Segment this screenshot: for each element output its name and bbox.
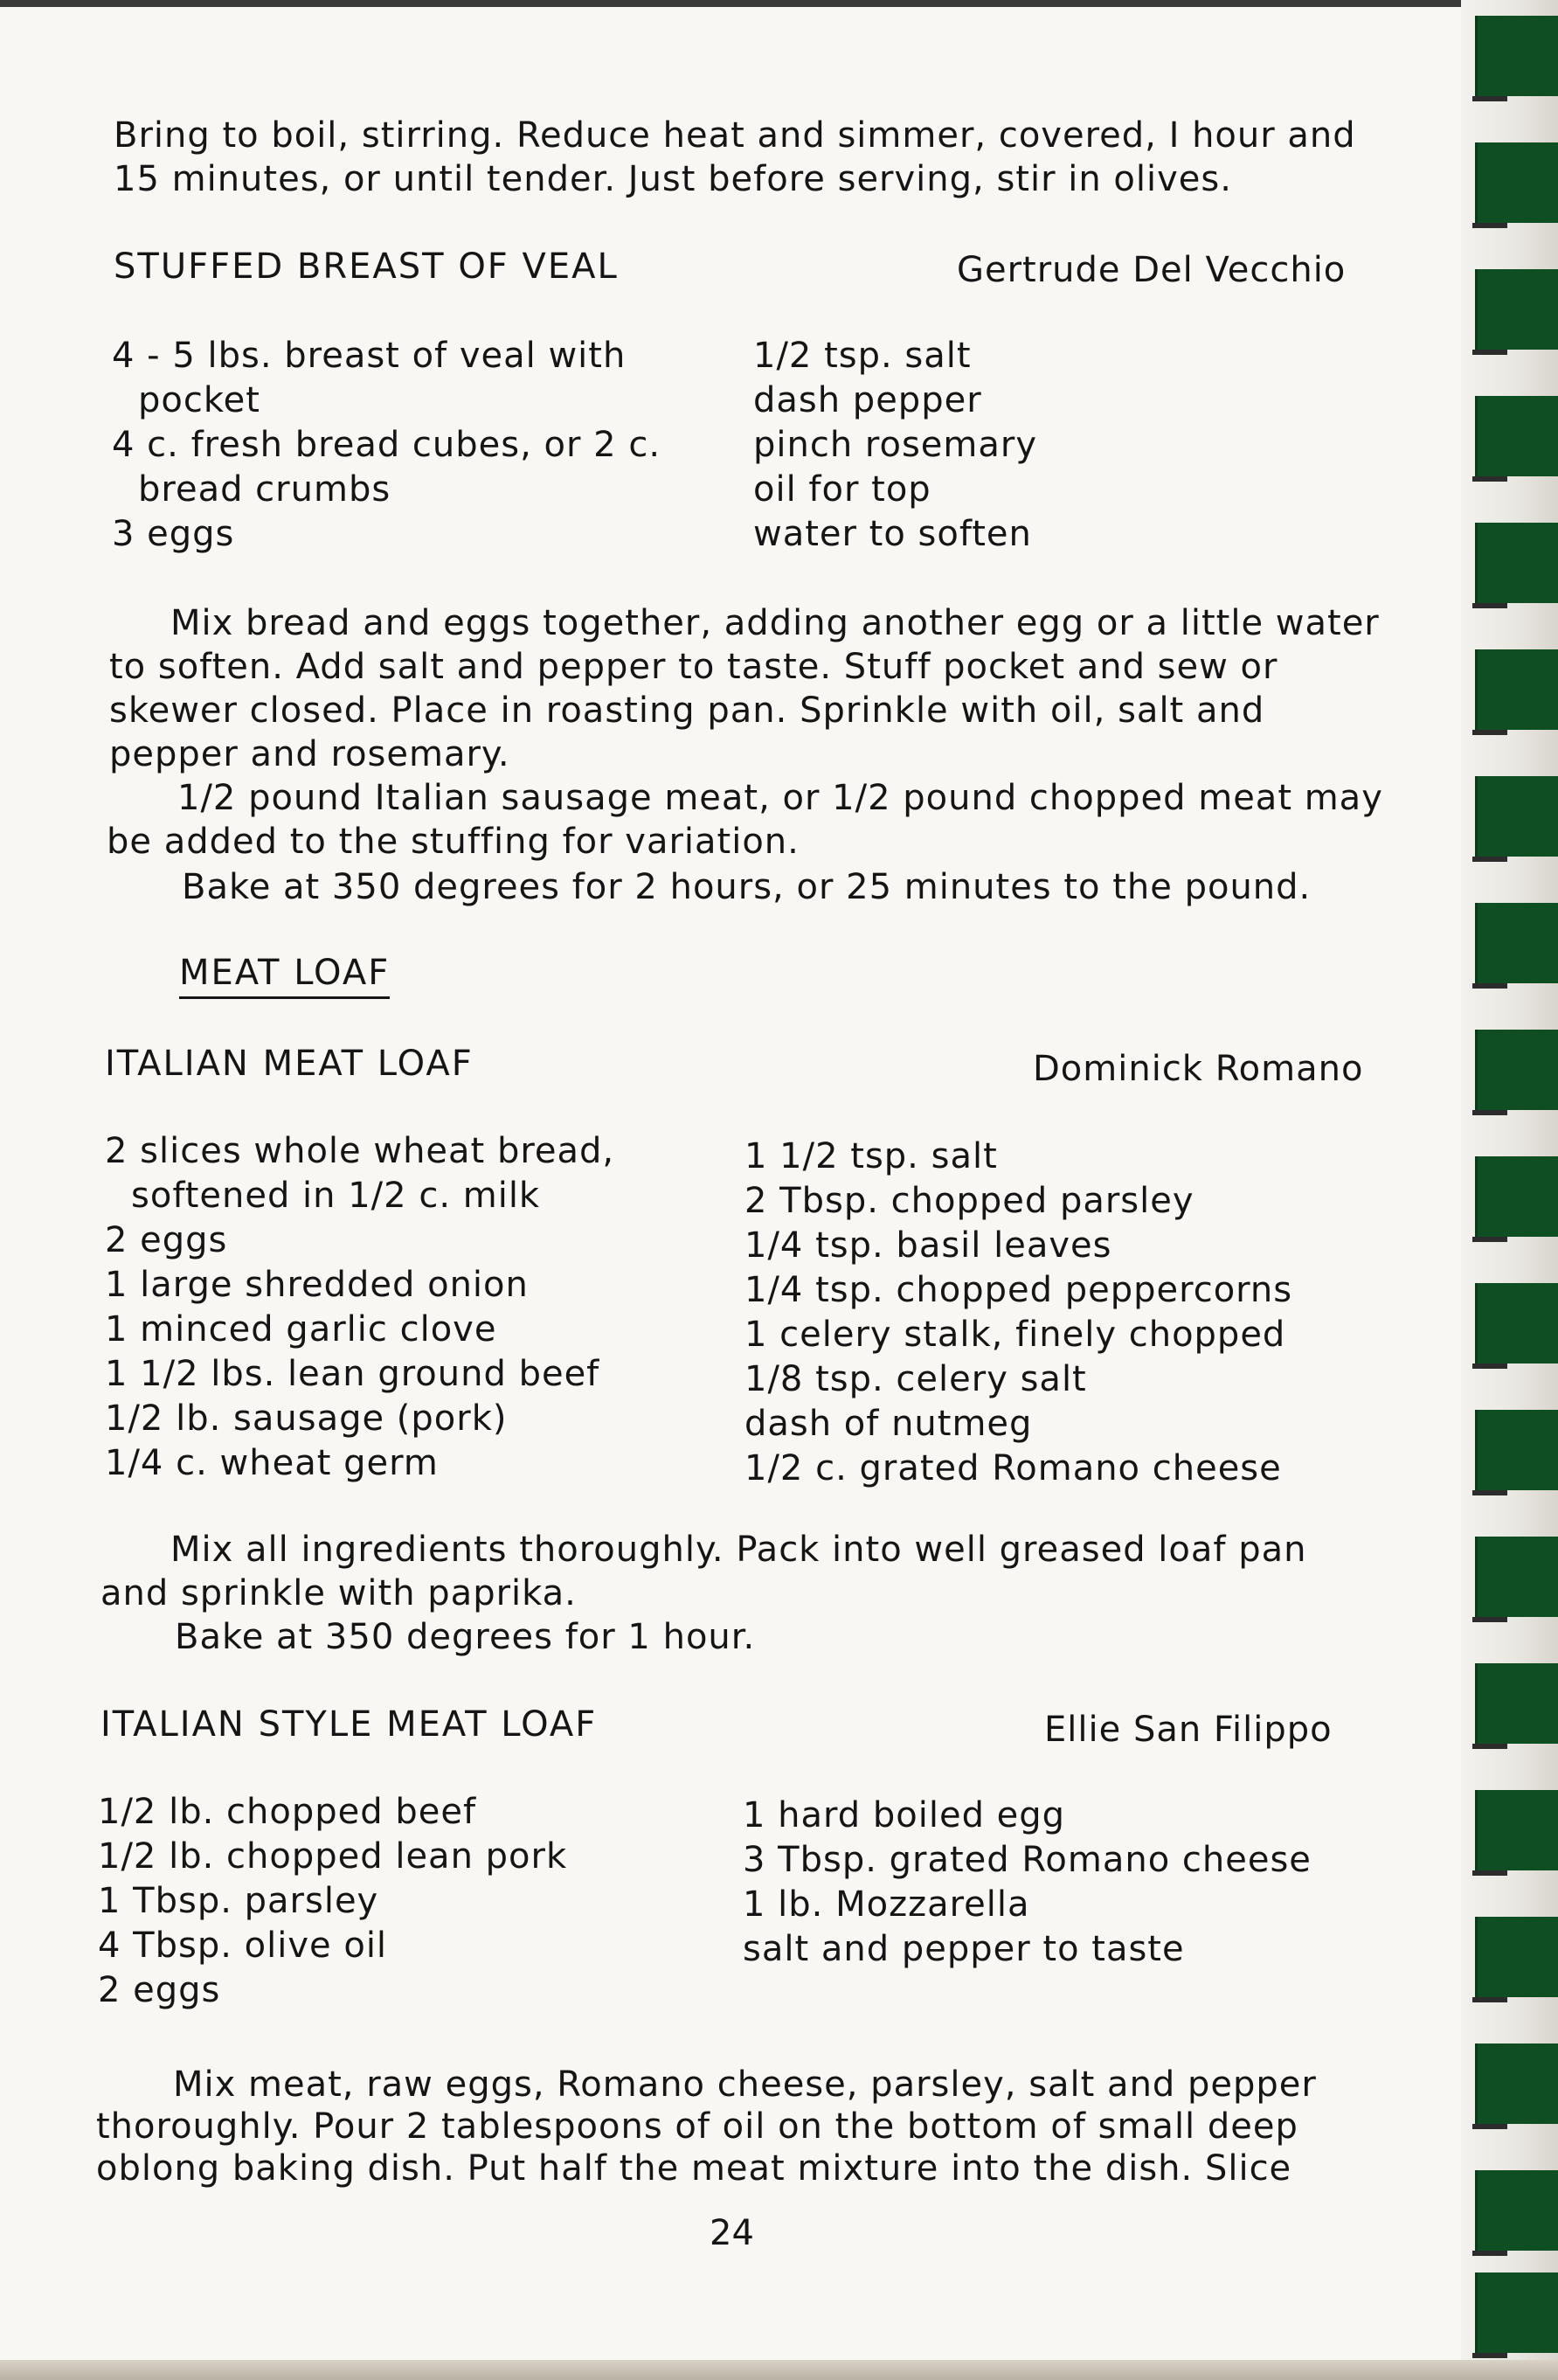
binding-tab (1475, 2170, 1558, 2251)
instruction-line: Bake at 350 degrees for 2 hours, or 25 minutes to the pound. (182, 867, 1312, 907)
ingredient: 2 Tbsp. chopped parsley (744, 1181, 1194, 1221)
ingredient: 1/8 tsp. celery salt (744, 1359, 1087, 1399)
ingredient: 3 eggs (112, 514, 235, 554)
ingredient: dash pepper (753, 380, 982, 420)
ingredient: 1/2 c. grated Romano cheese (744, 1448, 1282, 1488)
instruction-line: be added to the stuffing for variation. (107, 822, 800, 862)
binding-tab (1475, 1410, 1558, 1490)
instruction-line: Mix meat, raw eggs, Romano cheese, parsley, salt and pepper (173, 2064, 1317, 2105)
ingredient: pocket (138, 380, 260, 420)
ingredient: softened in 1/2 c. milk (131, 1176, 541, 1216)
binding-tab (1475, 523, 1558, 603)
ingredient: 4 Tbsp. olive oil (98, 1926, 388, 1966)
ingredient: 3 Tbsp. grated Romano cheese (743, 1840, 1312, 1880)
binding-tab (1475, 776, 1558, 857)
page-number: 24 (710, 2213, 754, 2253)
page-bottom-edge (0, 2360, 1558, 2380)
ingredient: 1/4 c. wheat germ (105, 1443, 439, 1483)
ingredient: 1/2 lb. sausage (pork) (105, 1398, 508, 1439)
ingredient: 1 1/2 lbs. lean ground beef (105, 1354, 600, 1394)
instruction-line: oblong baking dish. Put half the meat mixture into the dish. Slice (96, 2148, 1292, 2189)
ingredient: 1 minced garlic clove (105, 1309, 497, 1350)
ingredient: 2 eggs (98, 1970, 221, 2010)
section-heading: MEAT LOAF (179, 951, 390, 999)
recipe-title: ITALIAN MEAT LOAF (105, 1044, 474, 1084)
recipe-title: STUFFED BREAST OF VEAL (114, 246, 619, 287)
ingredient: 1/2 lb. chopped lean pork (98, 1836, 568, 1877)
instruction-line: thoroughly. Pour 2 tablespoons of oil on the bottom of small deep (96, 2106, 1298, 2147)
recipe-author: Gertrude Del Vecchio (957, 250, 1347, 290)
ingredient: 1 hard boiled egg (743, 1795, 1066, 1835)
ingredient-list-left (112, 334, 661, 557)
ingredient: 2 slices whole wheat bread, (105, 1131, 615, 1171)
intro-line: Bring to boil, stirring. Reduce heat and simmer, covered, I hour and (114, 115, 1356, 156)
page-top-edge (0, 0, 1558, 7)
ingredient: 4 - 5 lbs. breast of veal with (112, 336, 627, 376)
ingredient: dash of nutmeg (744, 1404, 1033, 1444)
instruction-line: Bake at 350 degrees for 1 hour. (175, 1617, 756, 1657)
ingredient: bread crumbs (138, 469, 391, 510)
ingredient: 4 c. fresh bread cubes, or 2 c. (112, 425, 661, 465)
recipe-title: ITALIAN STYLE MEAT LOAF (100, 1704, 598, 1745)
ingredient: 1/4 tsp. basil leaves (744, 1225, 1112, 1266)
binding-tab (1475, 1663, 1558, 1744)
ingredient: 1 Tbsp. parsley (98, 1881, 379, 1921)
binding-tab (1475, 1917, 1558, 1997)
binding-tab (1475, 1283, 1558, 1363)
ingredient: 1/2 tsp. salt (753, 336, 972, 376)
ingredient-list-left (98, 1790, 567, 2013)
instruction-line: skewer closed. Place in roasting pan. Sprinkle with oil, salt and (109, 690, 1265, 731)
ingredient: pinch rosemary (753, 425, 1037, 465)
binding-tab (1475, 269, 1558, 350)
instruction-line: Mix bread and eggs together, adding another egg or a little water (170, 603, 1380, 643)
instruction-line: to soften. Add salt and pepper to taste. Stuff pocket and sew or (109, 647, 1278, 687)
binding-tab (1475, 2272, 1558, 2353)
instruction-line: 1/2 pound Italian sausage meat, or 1/2 pound chopped meat may (177, 778, 1383, 818)
binding-tab (1475, 1156, 1558, 1237)
binding-tab (1475, 649, 1558, 730)
ingredient: oil for top (753, 469, 931, 510)
instruction-line: and sprinkle with paprika. (100, 1573, 577, 1613)
binding-tab (1475, 903, 1558, 983)
ingredient-list-right (743, 1794, 1312, 1972)
ingredient: 1 1/2 tsp. salt (744, 1136, 998, 1176)
ingredient: 1/4 tsp. chopped peppercorns (744, 1270, 1293, 1310)
intro-line: 15 minutes, or until tender. Just before serving, stir in olives. (114, 159, 1232, 199)
binding-tab (1475, 142, 1558, 223)
binding-tab (1475, 16, 1558, 96)
binding-tab (1475, 1790, 1558, 1870)
ingredient: salt and pepper to taste (743, 1929, 1185, 1969)
binding-tab (1475, 2043, 1558, 2124)
ingredient: 1 lb. Mozzarella (743, 1884, 1030, 1925)
binding-tab (1475, 1030, 1558, 1110)
ingredient: 2 eggs (105, 1220, 228, 1260)
binding-tab (1475, 1537, 1558, 1617)
recipe-author: Ellie San Filippo (1044, 1710, 1333, 1750)
binding-tab (1475, 396, 1558, 476)
ingredient: water to soften (753, 514, 1032, 554)
ingredient: 1/2 lb. chopped beef (98, 1792, 477, 1832)
recipe-author: Dominick Romano (1033, 1049, 1364, 1089)
ingredient-list-right (753, 334, 1037, 557)
ingredient: 1 large shredded onion (105, 1265, 529, 1305)
ingredient-list-right (744, 1134, 1292, 1491)
instruction-line: Mix all ingredients thoroughly. Pack into well greased loaf pan (170, 1530, 1307, 1570)
instruction-line: pepper and rosemary. (109, 734, 510, 774)
ingredient: 1 celery stalk, finely chopped (744, 1315, 1286, 1355)
ingredient-list-left (105, 1129, 614, 1486)
